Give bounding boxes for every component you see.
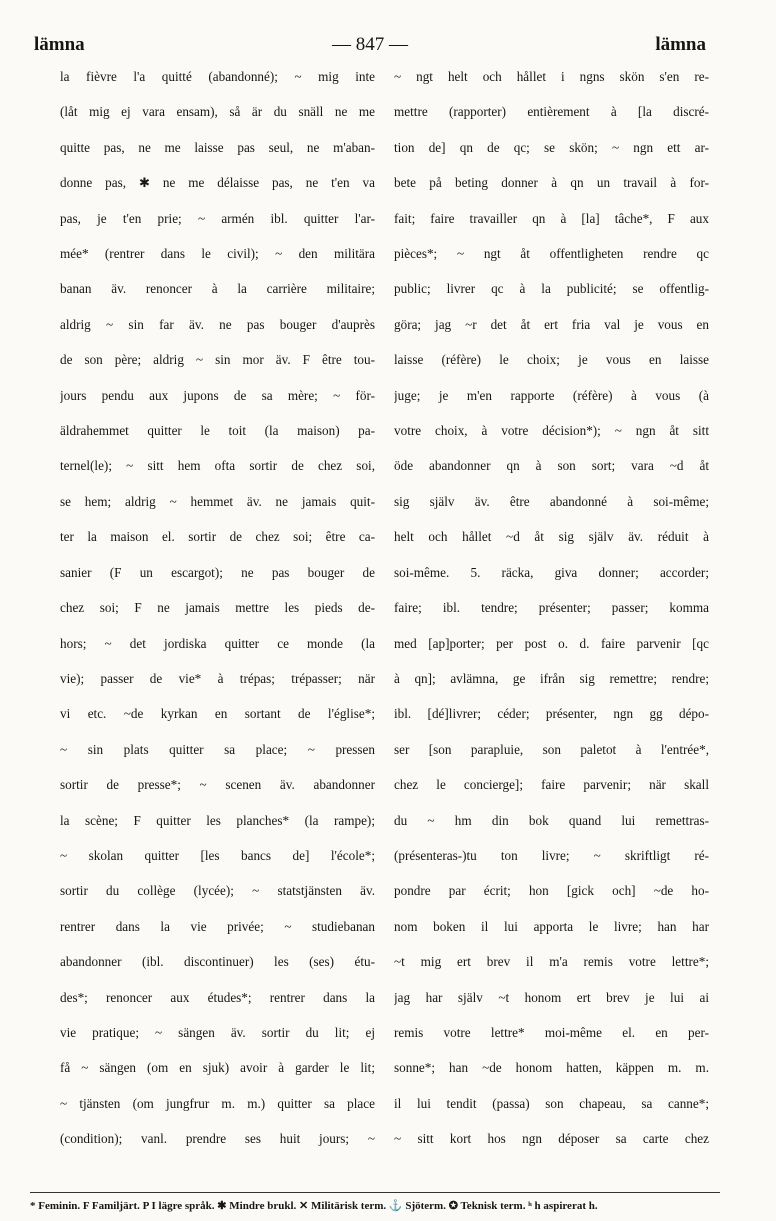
page-number: — 847 — xyxy=(332,34,408,55)
text-line: abandonner (ibl. discontinuer) les (ses) étu- xyxy=(60,954,375,970)
running-header xyxy=(34,34,706,64)
text-line: ternel(le); ~ sitt hem ofta sortir de chez soi, xyxy=(60,458,375,474)
text-line: banan äv. renoncer à la carrière militaire; xyxy=(60,281,375,297)
text-line: du ~ hm din bok quand lui remettras- xyxy=(394,812,709,828)
text-line: få ~ sängen (om en sjuk) avoir à garder le lit; xyxy=(60,1060,375,1076)
text-line: pondre par écrit; hon [gick och] ~de ho- xyxy=(394,883,709,899)
text-line: quitte pas, ne me laisse pas seul, ne m'aban- xyxy=(60,139,375,155)
text-line: vi etc. ~de kyrkan en sortant de l'église*; xyxy=(60,706,375,722)
text-line: remis votre lettre* moi-même el. en per- xyxy=(394,1024,709,1040)
text-line: vie); passer de vie* à trépas; trépasser; när xyxy=(60,670,375,686)
text-line: chez le concierge]; faire parvenir; när skall xyxy=(394,777,709,793)
right-column xyxy=(394,68,709,1146)
text-line: aldrig ~ sin far äv. ne pas bouger d'auprès xyxy=(60,316,375,332)
left-column xyxy=(60,68,375,1146)
text-line: à qn]; avlämna, ge ifrån sig remettre; rendre; xyxy=(394,670,709,686)
text-line: (condition); vanl. prendre ses huit jours; ~ xyxy=(60,1131,375,1146)
text-line: rentrer dans la vie privée; ~ studiebanan xyxy=(60,918,375,934)
text-line: (présenteras-)tu ton livre; ~ skriftligt ré- xyxy=(394,847,709,863)
text-line: ~ sin plats quitter sa place; ~ pressen xyxy=(60,741,375,757)
text-line: med [ap]porter; per post o. d. faire parvenir [qc xyxy=(394,635,709,651)
text-line: pas, je t'en prie; ~ armén ibl. quitter l'ar- xyxy=(60,210,375,226)
text-line: pièces*; ~ ngt åt offentligheten rendre qc xyxy=(394,246,709,262)
header-left-guide-word: lämna xyxy=(34,34,85,55)
text-line: mée* (rentrer dans le civil); ~ den militära xyxy=(60,246,375,262)
text-line: laisse (réfère) le choix; je vous en laisse xyxy=(394,352,709,368)
text-line: ser [son parapluie, son paletot à l'entrée*, xyxy=(394,741,709,757)
text-line: (låt mig ej vara ensam), så är du snäll ne me xyxy=(60,104,375,120)
text-line: bete på beting donner à qn un travail à for- xyxy=(394,175,709,191)
text-line: sanier (F un escargot); ne pas bouger de xyxy=(60,564,375,580)
text-line: la scène; F quitter les planches* (la rampe); xyxy=(60,812,375,828)
text-line: il lui tendit (passa) son chapeau, sa canne*; xyxy=(394,1095,709,1111)
text-line: mettre (rapporter) entièrement à [la discré- xyxy=(394,104,709,120)
text-line: vie pratique; ~ sängen äv. sortir du lit; ej xyxy=(60,1024,375,1040)
text-line: ter la maison el. sortir de chez soi; être ca- xyxy=(60,529,375,545)
text-line: ~ skolan quitter [les bancs de] l'école*; xyxy=(60,847,375,863)
text-line: hors; ~ det jordiska quitter ce monde (la xyxy=(60,635,375,651)
text-line: de son père; aldrig ~ sin mor äv. F être tou- xyxy=(60,352,375,368)
text-line: se hem; aldrig ~ hemmet äv. ne jamais quit- xyxy=(60,493,375,509)
text-line: nom boken il lui apporta le livre; han har xyxy=(394,918,709,934)
text-line: faire; ibl. tendre; présenter; passer; komma xyxy=(394,600,709,616)
text-line: jours pendu aux jupons de sa mère; ~ för- xyxy=(60,387,375,403)
text-line: votre choix, à votre décision*); ~ ngn åt sitt xyxy=(394,423,709,439)
text-line: chez soi; F ne jamais mettre les pieds de- xyxy=(60,600,375,616)
text-line: ~ sitt kort hos ngn déposer sa carte chez xyxy=(394,1131,709,1146)
text-line: sortir de presse*; ~ scenen äv. abandonner xyxy=(60,777,375,793)
text-line: göra; jag ~r det åt ert fria val je vous en xyxy=(394,316,709,332)
text-line: äldrahemmet quitter le toit (la maison) pa- xyxy=(60,423,375,439)
text-line: jag har själv ~t honom ert brev je lui ai xyxy=(394,989,709,1005)
text-line: ~ tjänsten (om jungfrur m. m.) quitter sa place xyxy=(60,1095,375,1111)
text-line: la fièvre l'a quitté (abandonné); ~ mig inte xyxy=(60,69,375,84)
text-line: soi-même. 5. räcka, giva donner; accorder; xyxy=(394,564,709,580)
text-line: donne pas, ✱ ne me délaisse pas, ne t'en va xyxy=(60,175,375,191)
text-line: ~ ngt helt och hållet i ngns skön s'en re- xyxy=(394,69,709,84)
text-line: juge; je m'en rapporte (réfère) à vous (à xyxy=(394,387,709,403)
text-line: helt och hållet ~d åt sig själv äv. réduit à xyxy=(394,529,709,545)
header-right-guide-word: lämna xyxy=(655,34,706,55)
text-line: fait; faire travailler qn à [la] tâche*, F aux xyxy=(394,210,709,226)
text-line: public; livrer qc à la publicité; se offentlig- xyxy=(394,281,709,297)
text-line: sonne*; han ~de honom hatten, käppen m. m. xyxy=(394,1060,709,1076)
text-line: sig själv äv. être abandonné à soi-même; xyxy=(394,493,709,509)
text-line: ~t mig ert brev il m'a remis votre lettre*; xyxy=(394,954,709,970)
text-line: tion de] qn de qc; se skön; ~ ngn ett ar- xyxy=(394,139,709,155)
text-line: sortir du collège (lycée); ~ statstjänsten äv. xyxy=(60,883,375,899)
text-line: öde abandonner qn à son sort; vara ~d åt xyxy=(394,458,709,474)
text-line: ibl. [dé]livrer; céder; présenter, ngn gg dépo- xyxy=(394,706,709,722)
abbreviation-legend: * Feminin. F Familjärt. P I lägre språk. ✱ Mindre brukl. ✕ Militärisk term. ⚓ Sjöterm. ✪ Teknisk term. ʰ h aspirerat h. xyxy=(30,1192,720,1221)
text-line: des*; renoncer aux études*; rentrer dans la xyxy=(60,989,375,1005)
